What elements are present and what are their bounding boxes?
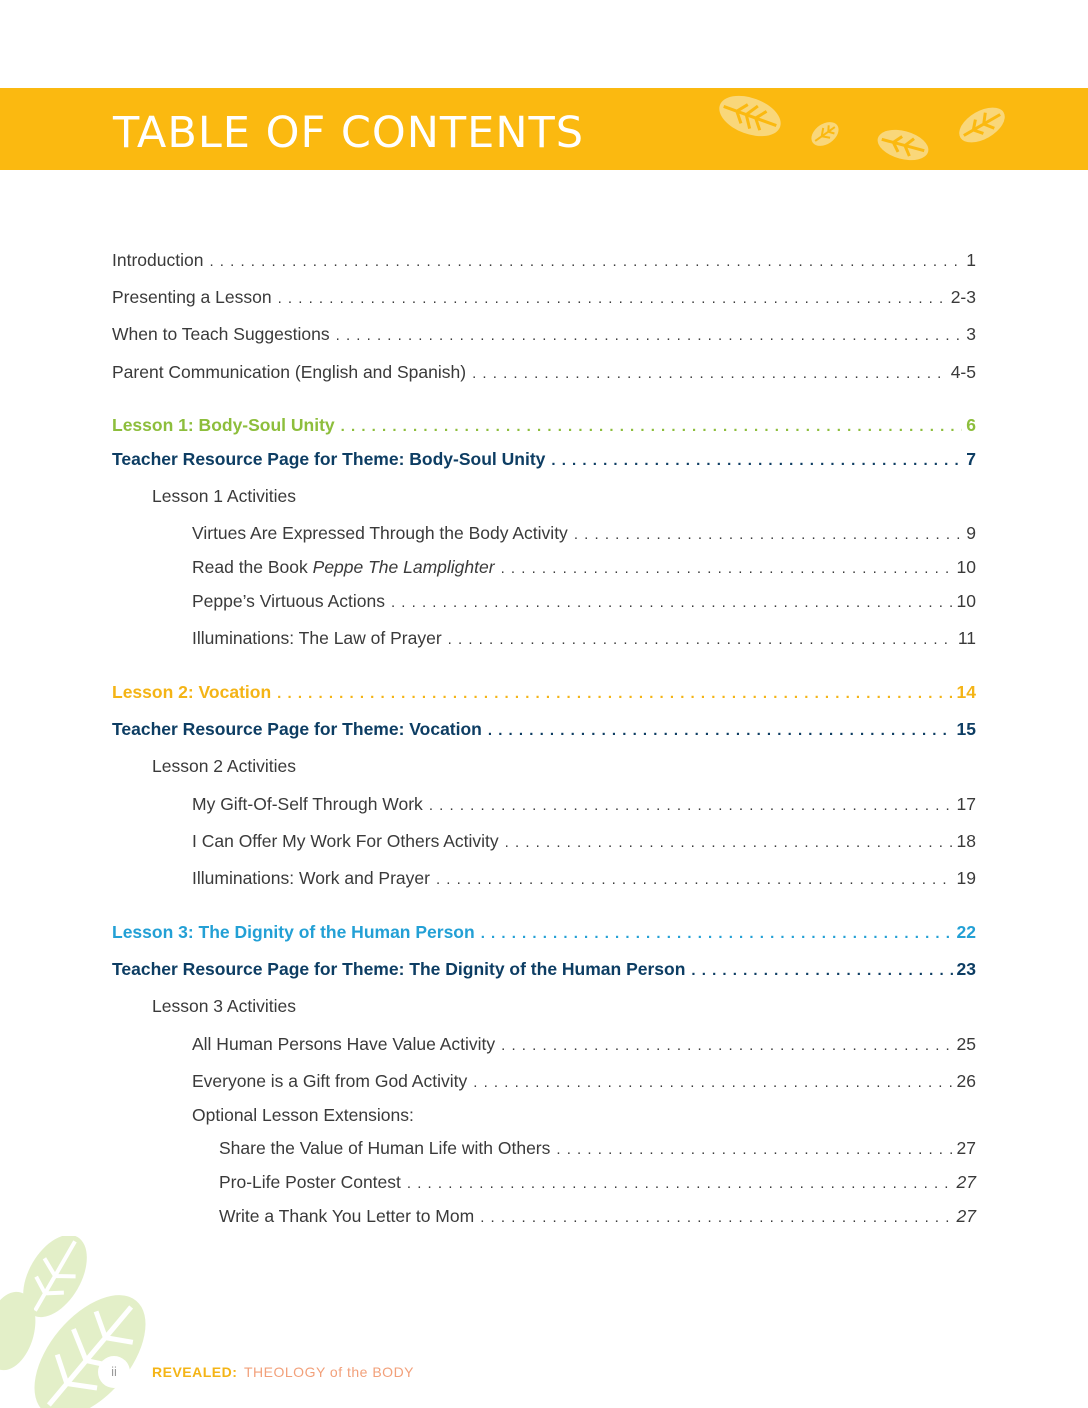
toc-entry bbox=[112, 918, 976, 946]
toc-entry-title: Virtues Are Expressed Through the Body Activity bbox=[192, 523, 568, 543]
toc-entry bbox=[219, 1202, 976, 1230]
dot-leader bbox=[488, 717, 953, 745]
toc-entry-title: Lesson 3: The Dignity of the Human Person bbox=[112, 922, 475, 942]
toc-entry-title: Lesson 3 Activities bbox=[152, 996, 296, 1016]
toc-entry bbox=[192, 1101, 976, 1129]
toc-entry bbox=[192, 827, 976, 855]
toc-entry-title: Lesson 1 Activities bbox=[152, 486, 296, 506]
toc-entry-title: When to Teach Suggestions bbox=[112, 324, 330, 344]
toc-entry bbox=[192, 624, 976, 652]
toc-entry bbox=[152, 992, 976, 1020]
toc-entry bbox=[192, 864, 976, 892]
dot-leader bbox=[480, 1204, 952, 1232]
toc-entry bbox=[192, 790, 976, 818]
toc-entry-title: Write a Thank You Letter to Mom bbox=[219, 1206, 475, 1226]
toc-entry-page: 14 bbox=[956, 682, 976, 702]
toc-entry-title: Teacher Resource Page for Theme: The Dignity of the Human Person bbox=[112, 959, 686, 979]
toc-entry bbox=[192, 1030, 976, 1058]
page-number: ii bbox=[98, 1356, 130, 1388]
toc-entry-page: 2-3 bbox=[950, 287, 976, 307]
toc-entry-title: Optional Lesson Extensions: bbox=[192, 1105, 414, 1125]
toc-entry bbox=[112, 955, 976, 983]
dot-leader bbox=[551, 447, 962, 475]
dot-leader bbox=[472, 360, 947, 388]
toc-entry-page: 9 bbox=[966, 523, 976, 543]
page-title: TABLE OF CONTENTS bbox=[113, 108, 585, 158]
dot-leader bbox=[277, 680, 952, 708]
toc-entry-title: Lesson 2: Vocation bbox=[112, 682, 272, 702]
toc-entry-title: Introduction bbox=[112, 250, 204, 270]
toc-entry-title: Share the Value of Human Life with Others bbox=[219, 1138, 551, 1158]
toc-entry bbox=[112, 411, 976, 439]
toc-entry-page: 1 bbox=[966, 250, 976, 270]
toc-entry-title: Everyone is a Gift from God Activity bbox=[192, 1071, 468, 1091]
toc-entry bbox=[192, 587, 976, 615]
dot-leader bbox=[501, 1032, 952, 1060]
toc-entry-title-prefix: Read the Book bbox=[192, 557, 313, 577]
toc-entry-title: Lesson 1: Body-Soul Unity bbox=[112, 415, 335, 435]
toc-entry-title: All Human Persons Have Value Activity bbox=[192, 1034, 496, 1054]
toc-entry bbox=[112, 715, 976, 743]
toc-entry-page: 18 bbox=[956, 831, 976, 851]
toc-entry-title: Illuminations: The Law of Prayer bbox=[192, 628, 442, 648]
dot-leader bbox=[448, 626, 954, 654]
toc-entry bbox=[112, 246, 976, 274]
dot-leader bbox=[436, 866, 953, 894]
toc-entry-page: 27 bbox=[956, 1206, 976, 1226]
toc-entry-title bbox=[192, 553, 501, 581]
toc-entry-page: 3 bbox=[966, 324, 976, 344]
footer-brand: REVEALED: bbox=[152, 1364, 238, 1380]
toc-entry-page: 19 bbox=[956, 868, 976, 888]
toc-entry-page: 11 bbox=[957, 628, 976, 648]
toc-entry-page: 25 bbox=[956, 1034, 976, 1054]
toc-entry-title-italic: Peppe The Lamplighter bbox=[312, 557, 495, 577]
dot-leader bbox=[505, 829, 953, 857]
toc-entry-page: 15 bbox=[956, 719, 976, 739]
leaf-icons bbox=[700, 88, 1020, 170]
toc-entry bbox=[192, 519, 976, 547]
dot-leader bbox=[391, 589, 953, 617]
dot-leader bbox=[209, 248, 962, 276]
toc-entry-title: Lesson 2 Activities bbox=[152, 756, 296, 776]
dot-leader bbox=[556, 1136, 952, 1164]
toc-entry-title: Peppe’s Virtuous Actions bbox=[192, 591, 385, 611]
toc-entry-page: 6 bbox=[966, 415, 976, 435]
title-banner bbox=[0, 88, 1088, 170]
toc-entry-page: 7 bbox=[966, 449, 976, 469]
toc-entry-title: I Can Offer My Work For Others Activity bbox=[192, 831, 499, 851]
toc-entry-page: 22 bbox=[956, 922, 976, 942]
dot-leader bbox=[341, 413, 963, 441]
toc-entry bbox=[219, 1134, 976, 1162]
toc-entry-page: 4-5 bbox=[950, 362, 976, 382]
toc-entry bbox=[112, 358, 976, 386]
toc-entry-title: Pro-Life Poster Contest bbox=[219, 1172, 401, 1192]
toc-entry-page: 27 bbox=[956, 1172, 976, 1192]
dot-leader bbox=[691, 957, 952, 985]
toc-entry bbox=[219, 1168, 976, 1196]
toc-entry-title: My Gift-Of-Self Through Work bbox=[192, 794, 423, 814]
dot-leader bbox=[407, 1170, 953, 1198]
toc-entry-page: 27 bbox=[956, 1138, 976, 1158]
page-footer bbox=[0, 1360, 600, 1384]
dot-leader bbox=[481, 920, 953, 948]
toc-entry-title: Parent Communication (English and Spanish) bbox=[112, 362, 467, 382]
dot-leader bbox=[473, 1069, 952, 1097]
toc-entry bbox=[192, 1067, 976, 1095]
toc-entry-page: 26 bbox=[956, 1071, 976, 1091]
dot-leader bbox=[501, 555, 953, 583]
dot-leader bbox=[574, 521, 962, 549]
toc-entry bbox=[112, 678, 976, 706]
toc-entry-page: 23 bbox=[956, 959, 976, 979]
toc-entry-page: 10 bbox=[956, 557, 976, 577]
toc-entry-page: 10 bbox=[956, 591, 976, 611]
toc-entry bbox=[112, 283, 976, 311]
toc-entry bbox=[112, 445, 976, 473]
toc-entry-page: 17 bbox=[956, 794, 976, 814]
toc-entry-title: Presenting a Lesson bbox=[112, 287, 272, 307]
toc-entry bbox=[112, 320, 976, 348]
toc-entry-title: Illuminations: Work and Prayer bbox=[192, 868, 430, 888]
dot-leader bbox=[429, 792, 953, 820]
toc-entry-title: Teacher Resource Page for Theme: Body-Soul Unity bbox=[112, 449, 546, 469]
toc-entry bbox=[192, 553, 976, 581]
footer-subtitle: THEOLOGY of the BODY bbox=[244, 1364, 415, 1380]
toc-entry bbox=[152, 482, 976, 510]
toc-entry-title: Teacher Resource Page for Theme: Vocation bbox=[112, 719, 482, 739]
dot-leader bbox=[278, 285, 947, 313]
dot-leader bbox=[336, 322, 963, 350]
toc-entry bbox=[152, 752, 976, 780]
